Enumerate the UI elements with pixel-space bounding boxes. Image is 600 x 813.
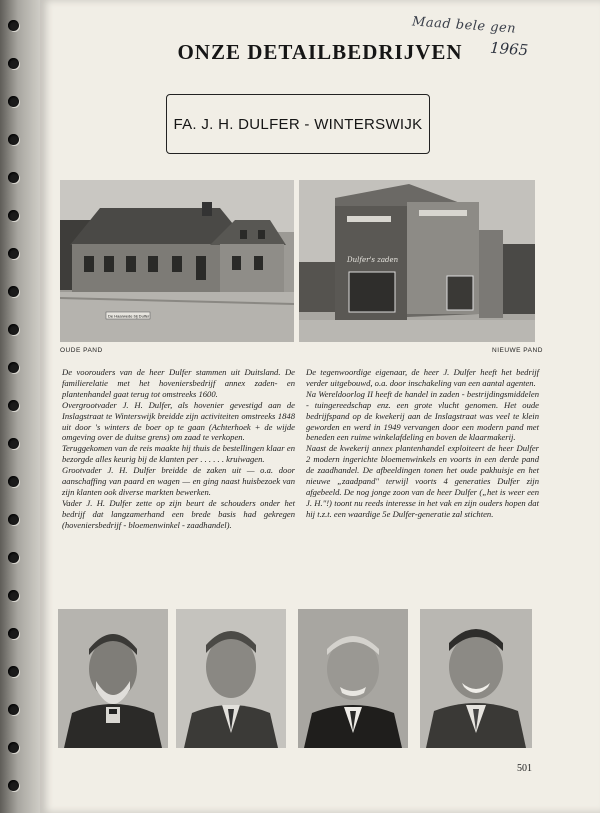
- punch-hole: [8, 514, 19, 525]
- binder-strip: [0, 0, 40, 813]
- portrait-father: [298, 609, 408, 748]
- paragraph: Na Wereldoorlog II heeft de handel in zaden - bestrijdingsmiddelen - tuingereedschap enz. een grote vlucht genomen. Het oude bedrijfspand op de kwekerij aan de Inslagstraat was veel te klein geworden en werd in 1949 vervangen door een modern pand met beneden een ruime winkelafdeling en boven de klaarmakerij.: [306, 388, 539, 443]
- punch-hole: [8, 438, 19, 449]
- paragraph: Teruggekomen van de reis maakte hij thuis de bestellingen klaar en bezorgde alles keurig bij de klanten per . . . . . . kruiwagen.: [62, 443, 295, 465]
- punch-hole: [8, 58, 19, 69]
- new-photo-caption: NIEUWE PAND: [492, 347, 543, 354]
- punch-hole: [8, 362, 19, 373]
- punch-hole: [8, 704, 19, 715]
- text-column-right: [306, 367, 539, 520]
- page-number: 501: [517, 763, 532, 774]
- portrait-current-owner: [420, 609, 532, 748]
- punch-hole: [8, 628, 19, 639]
- subtitle-box: [166, 94, 430, 154]
- magazine-page: [40, 0, 600, 813]
- handwritten-year: 1965: [489, 38, 529, 60]
- paragraph: De tegenwoordige eigenaar, de heer J. Dulfer heeft het bedrijf verder uitgebouwd, o.a. door inschakeling van een aantal agenten.: [306, 367, 539, 388]
- shop-sign-text: Dulfer's zaden: [347, 256, 399, 264]
- punch-hole: [8, 324, 19, 335]
- paragraph: Naast de kwekerij annex plantenhandel exploiteert de heer Dulfer 2 modern ingerichte bloemenwinkels en voorts in een derde pand de zaadhandel. De afbeeldingen tonen het oude pakhuisje en het nieuwe „zaadpand" terwijl voorts 4 generaties Dulfer zijn afgebeeld. De nog jonge zoon van de heer Dulfer („het is weer een J. H."!) toont nu reeds interesse in het vak en zijn ouders hopen dat hij t.z.t. een waardige 5e Dulfer-generatie zal stichten.: [306, 443, 539, 519]
- paragraph: Vader J. H. Dulfer zette op zijn beurt de schouders onder het bedrijf dat langzamerhand een brede basis had gekregen (hoveniersbedrijf - bloemenwinkel - zaadhandel).: [62, 497, 295, 530]
- punch-hole: [8, 476, 19, 487]
- punch-hole: [8, 780, 19, 791]
- street-sign-text: De Haarwede bij Dulfer: [108, 313, 150, 319]
- punch-hole: [8, 172, 19, 183]
- punch-hole: [8, 20, 19, 31]
- old-photo-caption: OUDE PAND: [60, 347, 103, 354]
- paragraph: Grootvader J. H. Dulfer breidde de zaken uit — o.a. door aanschaffing van paard en wagen — en ging naast huisbezoek van zijn klanten ook diverse markten bewerken.: [62, 465, 295, 497]
- portrait-grandfather: [176, 609, 286, 748]
- punch-hole: [8, 552, 19, 563]
- punch-hole: [8, 286, 19, 297]
- punch-hole: [8, 96, 19, 107]
- new-building-photo: [299, 180, 535, 342]
- punch-hole: [8, 590, 19, 601]
- punch-hole: [8, 134, 19, 145]
- punch-hole: [8, 666, 19, 677]
- paragraph: Overgrootvader J. H. Dulfer, als hovenier gevestigd aan de Inslagstraat te Winterswijk breidde zijn activiteiten omstreeks 1848 uit door 's winters de boer op te gaan (Achterhoek + de wijde omgeving over de duitse grens) om zaad te verkopen.: [62, 399, 295, 443]
- old-building-photo: [60, 180, 294, 342]
- paragraph: De voorouders van de heer Dulfer stammen uit Duitsland. De familierelatie met het hoveniersbedrijf annex zaden- en plantenhandel gaat terug tot omstreeks 1600.: [62, 367, 295, 399]
- punch-hole: [8, 400, 19, 411]
- text-column-left: [62, 367, 295, 531]
- company-subtitle: FA. J. H. DULFER - WINTERSWIJK: [173, 115, 423, 133]
- portrait-great-grandfather: [58, 609, 168, 748]
- punch-hole: [8, 742, 19, 753]
- punch-hole: [8, 210, 19, 221]
- handwritten-note: Maad bele gen: [411, 14, 517, 37]
- page-title: ONZE DETAILBEDRIJVEN: [177, 40, 463, 64]
- punch-hole: [8, 248, 19, 259]
